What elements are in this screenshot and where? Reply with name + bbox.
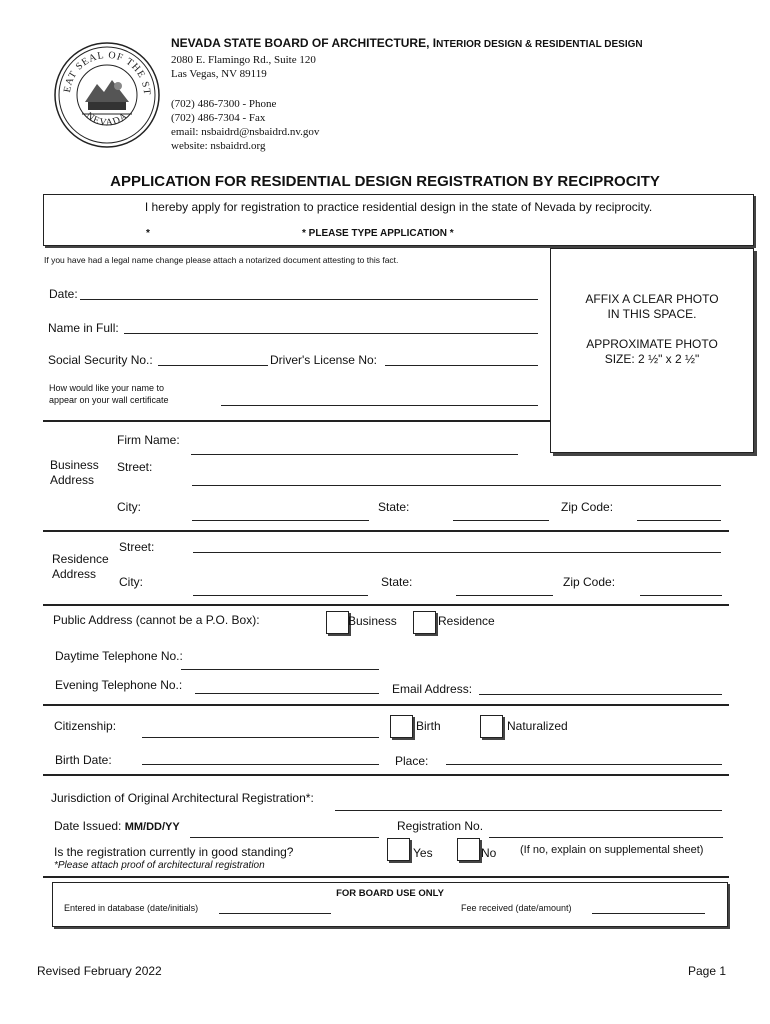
seal-bottom-text: NEVADA xyxy=(83,110,131,129)
address-line-1: 2080 E. Flamingo Rd., Suite 120 xyxy=(171,54,316,66)
intro-statement: I hereby apply for registration to practice residential design in the state of Nevada by reciprocity. xyxy=(144,200,653,214)
ssn-label: Social Security No.: xyxy=(48,353,153,367)
proof-note: *Please attach proof of architectural registration xyxy=(54,860,265,871)
org-website: website: nsbaidrd.org xyxy=(171,140,266,152)
residence-street-label: Street: xyxy=(119,540,155,554)
residence-zip-field[interactable] xyxy=(640,595,722,596)
org-name-small: NTERIOR DESIGN & RESIDENTIAL DESIGN xyxy=(436,39,643,50)
residence-street-field[interactable] xyxy=(193,552,721,553)
public-address-business-checkbox[interactable] xyxy=(326,611,349,634)
firm-name-field[interactable] xyxy=(191,454,518,455)
drivers-license-label: Driver's License No: xyxy=(270,353,377,367)
email-label: Email Address: xyxy=(392,682,473,696)
full-name-label: Name in Full: xyxy=(48,321,119,335)
intro-instruction: * PLEASE TYPE APPLICATION * xyxy=(302,228,454,239)
photo-instruction-2: IN THIS SPACE. xyxy=(607,307,697,321)
citizenship-naturalized-checkbox[interactable] xyxy=(480,715,503,738)
good-standing-label: Is the registration currently in good standing? xyxy=(54,845,294,859)
section-divider xyxy=(43,604,729,606)
citizenship-label: Citizenship: xyxy=(54,719,117,733)
entered-database-label: Entered in database (date/initials) xyxy=(64,903,199,913)
intro-asterisk: * xyxy=(146,228,150,239)
business-address-label-1: Business xyxy=(50,458,99,472)
section-divider xyxy=(43,530,729,532)
photo-instruction-1: AFFIX A CLEAR PHOTO xyxy=(585,292,719,306)
name-change-note: If you have had a legal name change please attach a notarized document attesting to this fact. xyxy=(44,255,399,265)
explain-note: (If no, explain on supplemental sheet) xyxy=(520,844,704,856)
certificate-name-field[interactable] xyxy=(221,405,538,406)
business-zip-field[interactable] xyxy=(637,520,721,521)
evening-phone-label: Evening Telephone No.: xyxy=(55,678,183,692)
full-name-field[interactable] xyxy=(124,333,538,334)
good-standing-yes-label: Yes xyxy=(413,846,433,860)
certificate-name-label-2: appear on your wall certificate xyxy=(49,395,169,405)
revision-date: Revised February 2022 xyxy=(37,964,162,978)
business-street-field[interactable] xyxy=(192,485,721,486)
residence-state-field[interactable] xyxy=(456,595,553,596)
org-contact xyxy=(171,97,319,153)
date-field[interactable] xyxy=(80,299,538,300)
state-seal xyxy=(52,40,162,150)
page-title: APPLICATION FOR RESIDENTIAL DESIGN REGISTRATION BY RECIPROCITY xyxy=(110,173,660,190)
board-use-box xyxy=(52,882,728,927)
entered-database-field[interactable] xyxy=(219,913,331,914)
seal-top-text: EAT SEAL OF THE ST xyxy=(61,49,153,96)
org-name xyxy=(171,36,643,50)
registration-number-label: Registration No. xyxy=(397,819,484,833)
svg-text:NEVADA xyxy=(84,110,131,128)
residence-state-label: State: xyxy=(381,575,413,589)
jurisdiction-label: Jurisdiction of Original Architectural Registration*: xyxy=(51,791,314,805)
org-email: email: nsbaidrd@nsbaidrd.nv.gov xyxy=(171,126,320,138)
page-number: Page 1 xyxy=(688,964,727,978)
fee-received-label: Fee received (date/amount) xyxy=(461,903,572,913)
section-divider xyxy=(43,704,729,706)
org-address xyxy=(171,53,316,81)
good-standing-no-label: No xyxy=(481,846,497,860)
date-format: MM/DD/YY xyxy=(124,821,180,833)
fee-received-field[interactable] xyxy=(592,913,705,914)
date-issued-label xyxy=(54,819,180,833)
good-standing-no-checkbox[interactable] xyxy=(457,838,480,861)
daytime-phone-field[interactable] xyxy=(181,669,379,670)
residence-address-label-2: Address xyxy=(52,567,97,581)
section-divider xyxy=(43,420,551,422)
business-address-label-2: Address xyxy=(50,473,95,487)
org-fax: (702) 486-7304 - Fax xyxy=(171,112,266,124)
birth-date-label: Birth Date: xyxy=(55,753,112,767)
business-city-field[interactable] xyxy=(192,520,369,521)
registration-number-field[interactable] xyxy=(489,837,723,838)
residence-address-label-1: Residence xyxy=(52,552,109,566)
citizenship-naturalized-label: Naturalized xyxy=(507,719,568,733)
birth-place-field[interactable] xyxy=(446,764,722,765)
address-line-2: Las Vegas, NV 89119 xyxy=(171,68,267,80)
residence-city-field[interactable] xyxy=(193,595,368,596)
ssn-field[interactable] xyxy=(158,365,268,366)
certificate-name-label xyxy=(49,382,169,406)
residence-city-label: City: xyxy=(119,575,143,589)
photo-size-1: APPROXIMATE PHOTO xyxy=(586,337,718,351)
evening-phone-field[interactable] xyxy=(195,693,379,694)
citizenship-birth-checkbox[interactable] xyxy=(390,715,413,738)
public-address-residence-checkbox[interactable] xyxy=(413,611,436,634)
section-divider xyxy=(43,774,729,776)
daytime-phone-label: Daytime Telephone No.: xyxy=(55,649,183,663)
public-address-residence-label: Residence xyxy=(438,614,495,628)
firm-name-label: Firm Name: xyxy=(117,433,180,447)
public-address-label: Public Address (cannot be a P.O. Box): xyxy=(53,613,260,627)
section-divider xyxy=(43,876,729,878)
business-address-label xyxy=(50,458,99,488)
business-state-label: State: xyxy=(378,500,410,514)
citizenship-field[interactable] xyxy=(142,737,379,738)
residence-zip-label: Zip Code: xyxy=(563,575,616,589)
org-name-bold: NEVADA STATE BOARD OF ARCHITECTURE, I xyxy=(171,36,437,50)
date-label: Date: xyxy=(49,287,78,301)
date-issued-field[interactable] xyxy=(190,837,379,838)
residence-address-label xyxy=(52,552,109,582)
good-standing-yes-checkbox[interactable] xyxy=(387,838,410,861)
business-zip-label: Zip Code: xyxy=(561,500,614,514)
business-city-label: City: xyxy=(117,500,141,514)
photo-box xyxy=(550,248,754,453)
jurisdiction-field[interactable] xyxy=(335,810,722,811)
birth-date-field[interactable] xyxy=(142,764,379,765)
certificate-name-label-1: How would like your name to xyxy=(49,383,165,393)
org-phone: (702) 486-7300 - Phone xyxy=(171,98,277,110)
intro-box xyxy=(43,194,754,246)
photo-size-2: SIZE: 2 ½" x 2 ½" xyxy=(604,352,700,366)
email-field[interactable] xyxy=(479,694,722,695)
board-use-heading: FOR BOARD USE ONLY xyxy=(336,888,444,899)
drivers-license-field[interactable] xyxy=(385,365,538,366)
birth-place-label: Place: xyxy=(395,754,429,768)
business-state-field[interactable] xyxy=(453,520,549,521)
date-issued-text: Date Issued: xyxy=(54,819,122,833)
public-address-business-label: Business xyxy=(348,614,397,628)
citizenship-birth-label: Birth xyxy=(416,719,441,733)
business-street-label: Street: xyxy=(117,460,153,474)
